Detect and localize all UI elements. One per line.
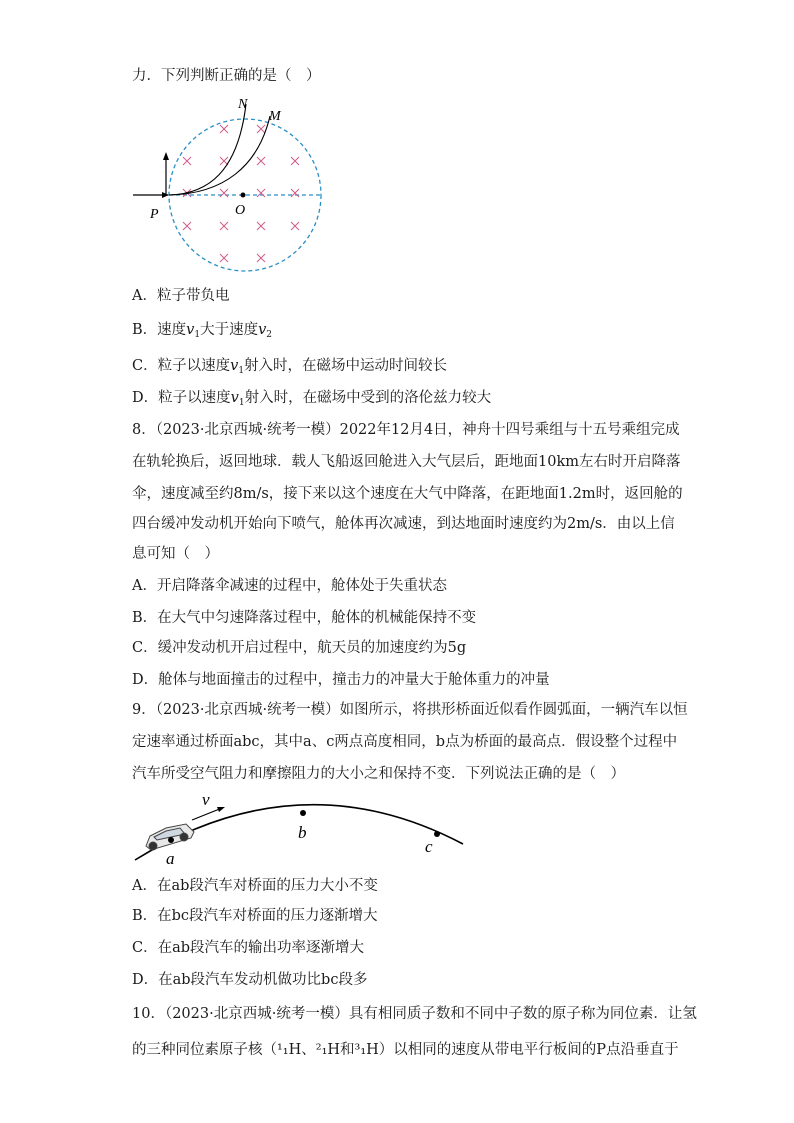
q9-option-b: B．在bc段汽车对桥面的压力逐渐增大 <box>132 908 378 924</box>
force-direction-arrow <box>163 152 169 195</box>
q10-stem-line-1: 10．（2023·北京西城·统考一模）具有相同质子数和不同中子数的原子称为同位素．让氢 <box>132 1006 697 1022</box>
trajectory-m <box>169 116 270 195</box>
label-p: P <box>150 207 159 222</box>
q9-option-a: A．在ab段汽车对桥面的压力大小不变 <box>132 878 378 894</box>
label-n: N <box>238 97 248 112</box>
q8-option-d: D．舱体与地面撞击的过程中，撞击力的冲量大于舱体重力的冲量 <box>132 672 550 688</box>
label-m: M <box>269 109 281 124</box>
q10-stem-line-2: 的三种同位素原子核（¹₁H、²₁H和³₁H）以相同的速度从带电平行板间的P点沿垂直于 <box>132 1042 679 1058</box>
label-a: a <box>166 849 175 868</box>
label-o: O <box>235 203 246 218</box>
label-c: c <box>425 837 433 856</box>
q8-stem-line-1: 8．（2023·北京西城·统考一模）2022年12月4日，神舟十四号乘组与十五号乘组完成 <box>132 422 680 438</box>
q8-option-c: C．缓冲发动机开启过程中，航天员的加速度约为5g <box>132 640 467 656</box>
q9-option-d: D．在ab段汽车发动机做功比bc段多 <box>132 972 368 988</box>
point-b-dot <box>300 810 306 816</box>
arch-bridge-figure <box>130 788 470 868</box>
car-icon <box>146 824 194 850</box>
trajectory-n <box>169 104 246 195</box>
q8-option-a: A．开启降落伞减速的过程中，舱体处于失重状态 <box>132 578 447 594</box>
label-b: b <box>298 823 307 842</box>
magnetic-field-figure <box>128 92 338 276</box>
point-a-dot <box>168 837 174 843</box>
q8-option-b: B．在大气中匀速降落过程中，舱体的机械能保持不变 <box>132 610 477 626</box>
q7-option-a: A．粒子带负电 <box>132 288 230 304</box>
q7-option-b: B．速度$v_1$大于速度$v_2$ <box>132 322 273 340</box>
q8-stem-line-3: 伞，速度减至约8m/s，接下来以这个速度在大气中降落，在距地面1.2m时，返回舱的 <box>132 486 683 502</box>
q9-stem-line-3: 汽车所受空气阻力和摩擦阻力的大小之和保持不变．下列说法正确的是（ ） <box>132 766 625 782</box>
center-point-o <box>241 193 246 198</box>
q7-option-d: D．粒子以速度$v_1$射入时，在磁场中受到的洛伦兹力较大 <box>132 390 492 408</box>
q8-stem-line-4: 四台缓冲发动机开始向下喷气，舱体再次减速，到达地面时速度约为2m/s．由以上信 <box>132 516 675 532</box>
q9-option-c: C．在ab段汽车的输出功率逐渐增大 <box>132 940 365 956</box>
label-v: v <box>202 790 210 809</box>
q8-stem-line-2: 在轨轮换后，返回地球．载人飞船返回舱进入大气层后，距地面10km左右时开启降落 <box>132 454 681 470</box>
q8-stem-line-5: 息可知（ ） <box>132 546 219 562</box>
q7-option-c: C．粒子以速度$v_1$射入时，在磁场中运动时间较长 <box>132 358 448 376</box>
point-c-dot <box>434 831 440 837</box>
q9-stem-line-2: 定速率通过桥面abc，其中a、c两点高度相同，b点为桥面的最高点．假设整个过程中 <box>132 734 678 750</box>
question-7-stem-tail: 力．下列判断正确的是（ ） <box>132 68 321 84</box>
incident-velocity-arrow <box>133 192 169 198</box>
q9-stem-line-1: 9．（2023·北京西城·统考一模）如图所示，将拱形桥面近似看作圆弧面，一辆汽车以恒 <box>132 702 688 718</box>
